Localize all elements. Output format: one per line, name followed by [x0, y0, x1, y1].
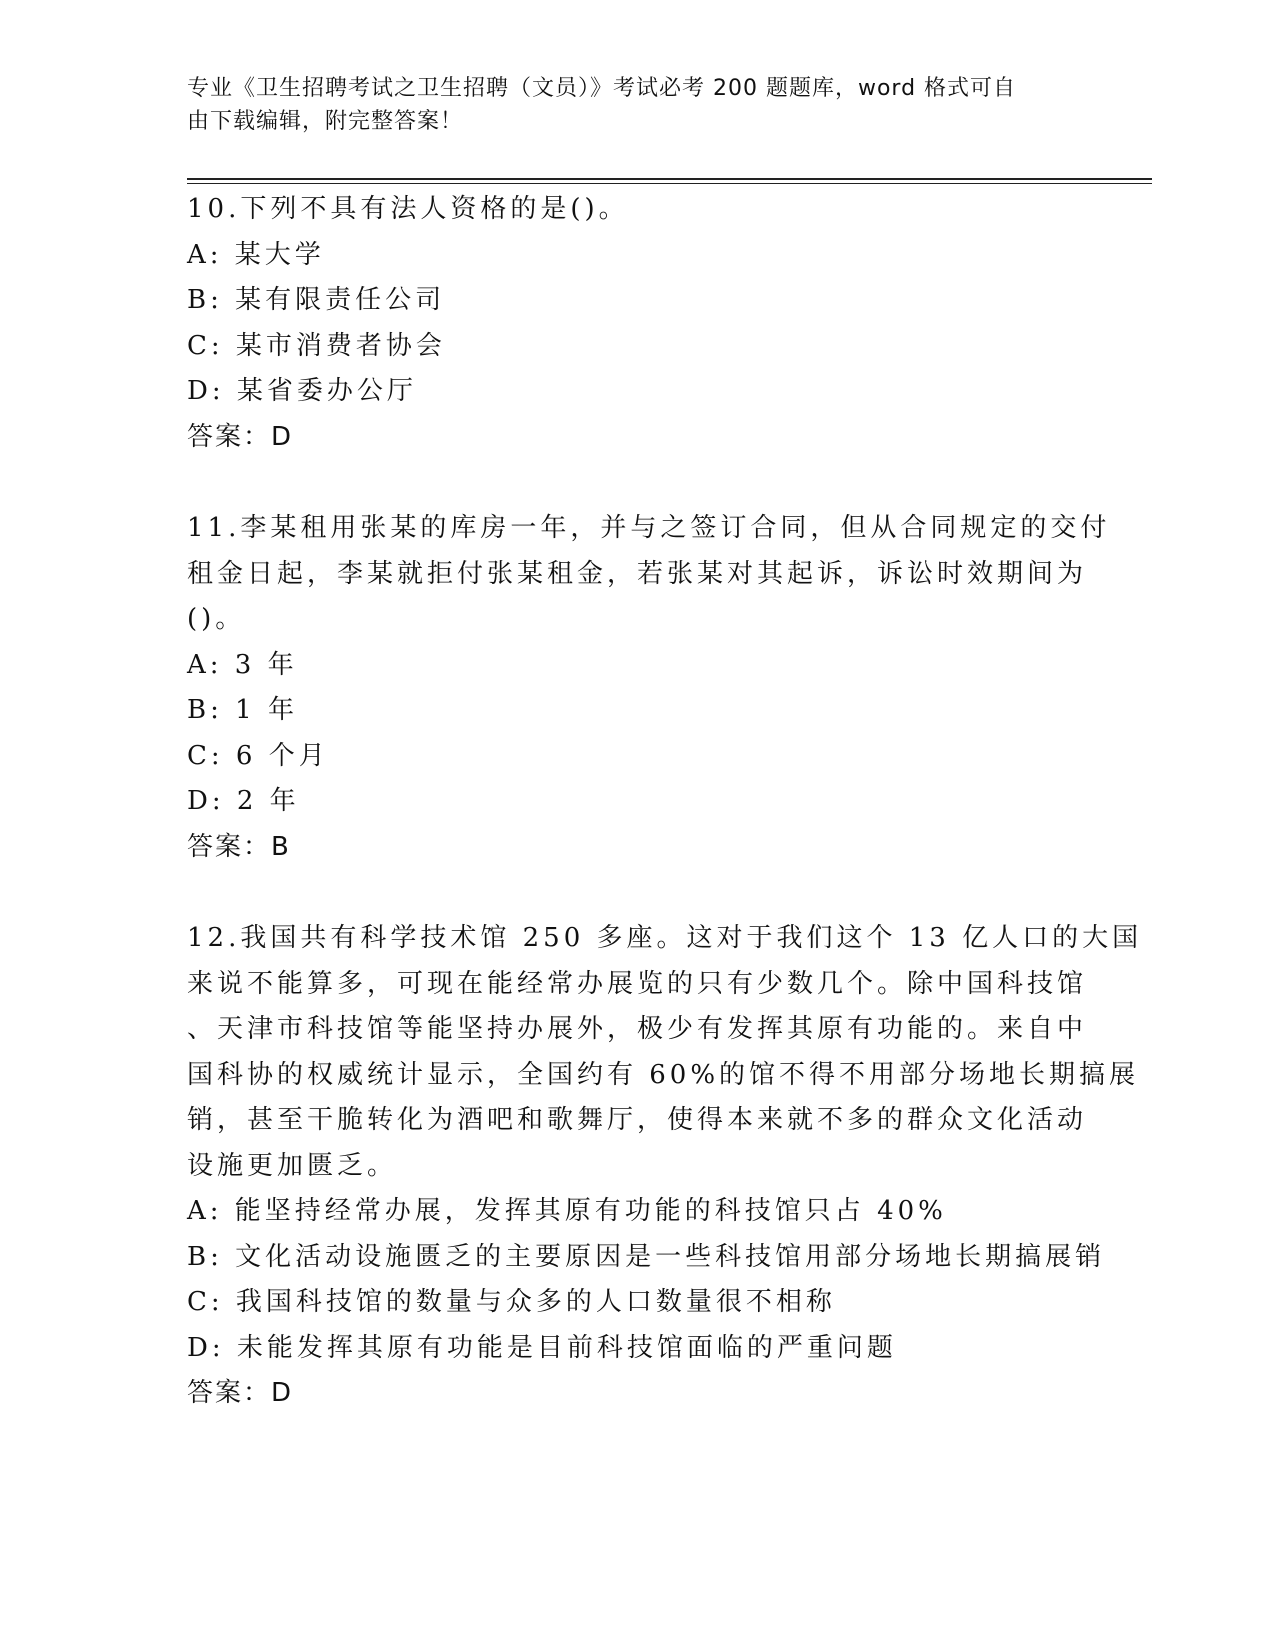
stem-line: 12.我国共有科学技术馆 250 多座。这对于我们这个 13 亿人口的大国: [187, 923, 1143, 953]
stem-line: 10.下列不具有法人资格的是()。: [187, 194, 629, 224]
option-c: C: 6 个月: [187, 740, 329, 771]
stem-line: 销，甚至干脆转化为酒吧和歌舞厅，使得本来就不多的群众文化活动: [187, 1105, 1088, 1135]
option-d: D: 2 年: [187, 786, 300, 816]
question-12: [187, 916, 1143, 1417]
question-stem: [187, 187, 1087, 233]
option-b: B: 某有限责任公司: [187, 285, 446, 315]
stem-line: ()。: [187, 604, 246, 634]
question-10: [187, 187, 1087, 460]
stem-line: 租金日起，李某就拒付张某租金，若张某对其起诉，诉讼时效期间为: [187, 558, 1088, 589]
stem-line: 11.李某租用张某的库房一年，并与之签订合同，但从合同规定的交付: [187, 513, 1111, 543]
header-line-1: 专业《卫生招聘考试之卫生招聘（文员）》考试必考 200 题题库，word 格式可自: [187, 76, 1017, 101]
question-11: [187, 506, 1111, 870]
answer: 答案：D: [187, 421, 294, 452]
stem-line: 来说不能算多，可现在能经常办展览的只有少数几个。除中国科技馆: [187, 968, 1088, 999]
answer: 答案：D: [187, 1378, 294, 1408]
option-a: A: 某大学: [187, 239, 325, 270]
option-a: A: 3 年: [187, 649, 298, 680]
stem-line: 设施更加匮乏。: [187, 1150, 398, 1181]
header-line-2: 由下载编辑，附完整答案！: [187, 109, 464, 134]
option-d: D: 未能发挥其原有功能是目前科技馆面临的严重问题: [187, 1332, 897, 1363]
option-c: C: 某市消费者协会: [187, 330, 446, 361]
question-stem: [187, 916, 1143, 1189]
question-list: [187, 187, 1143, 1417]
option-b: B: 1 年: [187, 695, 298, 725]
document-header: [187, 72, 1067, 138]
stem-line: 国科协的权威统计显示，全国约有 60%的馆不得不用部分场地长期搞展: [187, 1059, 1140, 1090]
question-stem: [187, 506, 1111, 643]
header-divider-thick: [187, 178, 1152, 180]
option-c: C: 我国科技馆的数量与众多的人口数量很不相称: [187, 1287, 836, 1317]
option-d: D: 某省委办公厅: [187, 376, 417, 406]
option-b: B: 文化活动设施匮乏的主要原因是一些科技馆用部分场地长期搞展销: [187, 1241, 1106, 1272]
option-a: A: 能坚持经常办展，发挥其原有功能的科技馆只占 40%: [187, 1196, 947, 1226]
answer: 答案：B: [187, 831, 291, 862]
stem-line: 、天津市科技馆等能坚持办展外，极少有发挥其原有功能的。来自中: [187, 1014, 1088, 1044]
header-divider-thin: [187, 183, 1152, 184]
